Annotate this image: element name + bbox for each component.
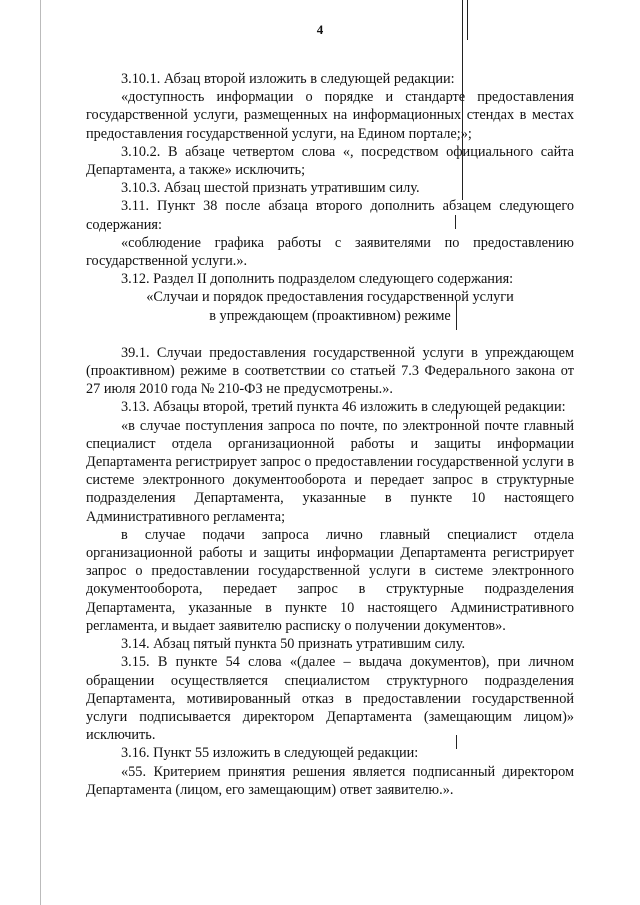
paragraph-p12: «в случае поступления запроса по почте, по электронной почте главный специалист отдела организационной работы и защиты информации Департамента регистрирует запрос о предоставлении государственной услуги в системе электронного документооборота и передает запрос в структурные подразделения Департамента, указанные в пункте 10 настоящего Административного регламента; [86,417,574,525]
paragraph-p8: «Случаи и порядок предоставления государственной услуги [146,289,514,306]
paragraph-gap [86,325,574,344]
paragraph-p9: в упреждающем (проактивном) режиме [209,307,451,324]
paragraph-p10: 39.1. Случаи предоставления государственной услуги в упреждающем (проактивном) режиме в соответствии со статьей 7.3 Федерального закона от 27 июля 2010 года № 210-ФЗ не предусмотрены.». [86,344,574,398]
paragraph-p7: 3.12. Раздел II дополнить подразделом следующего содержания: [121,271,514,288]
paragraph-p6: «соблюдение графика работы с заявителями по предоставлению государственной услуги.». [86,234,574,270]
paragraph-p15: 3.15. В пункте 54 слова «(далее – выдача документов), при личном обращении осуществляется специалистом структурного подразделения Департамента, мотивированный отказ в предоставлении государственной услуги подписывается директором Департамента (замещающим лицом)» исключить. [86,654,574,744]
document-body [86,70,574,799]
paragraph-p17: «55. Критерием принятия решения является подписанный директором Департамента (лицом, его замещающим) ответ заявителю.». [86,763,574,798]
paragraph-p3: 3.10.2. В абзаце четвертом слова «, посредством официального сайта Департамента, а также» исключить; [86,143,574,179]
paragraph-p2: «доступность информации о порядке и стандарте предоставления государственной услуги, размещенных на информационных стендах в местах предоставления государственной услуги, на Едином портале;»; [86,89,574,142]
paragraph-p1: 3.10.1. Абзац второй изложить в следующей редакции: [121,71,455,87]
scan-margin-line [40,0,41,905]
paragraph-p4: 3.10.3. Абзац шестой признать утратившим силу. [121,180,420,197]
page-number: 4 [316,22,324,37]
paragraph-p13: в случае подачи запроса лично главный специалист отдела организационной работы и защиты информации Департамента регистрирует запрос о предоставлении государственной услуги в системе электронного документооборота, передает запрос в структурные подразделения Департамента, указанные в пункте 10 настоящего Административного регламента, и выдает заявителю расписку о получении документов». [86,526,574,634]
paragraph-p14: 3.14. Абзац пятый пункта 50 признать утратившим силу. [121,636,466,653]
paragraph-p16: 3.16. Пункт 55 изложить в следующей редакции: [121,745,419,762]
paragraph-p11: 3.13. Абзацы второй, третий пункта 46 изложить в следующей редакции: [121,399,566,416]
paragraph-p5: 3.11. Пункт 38 после абзаца второго дополнить абзацем следующего содержания: [86,198,574,233]
